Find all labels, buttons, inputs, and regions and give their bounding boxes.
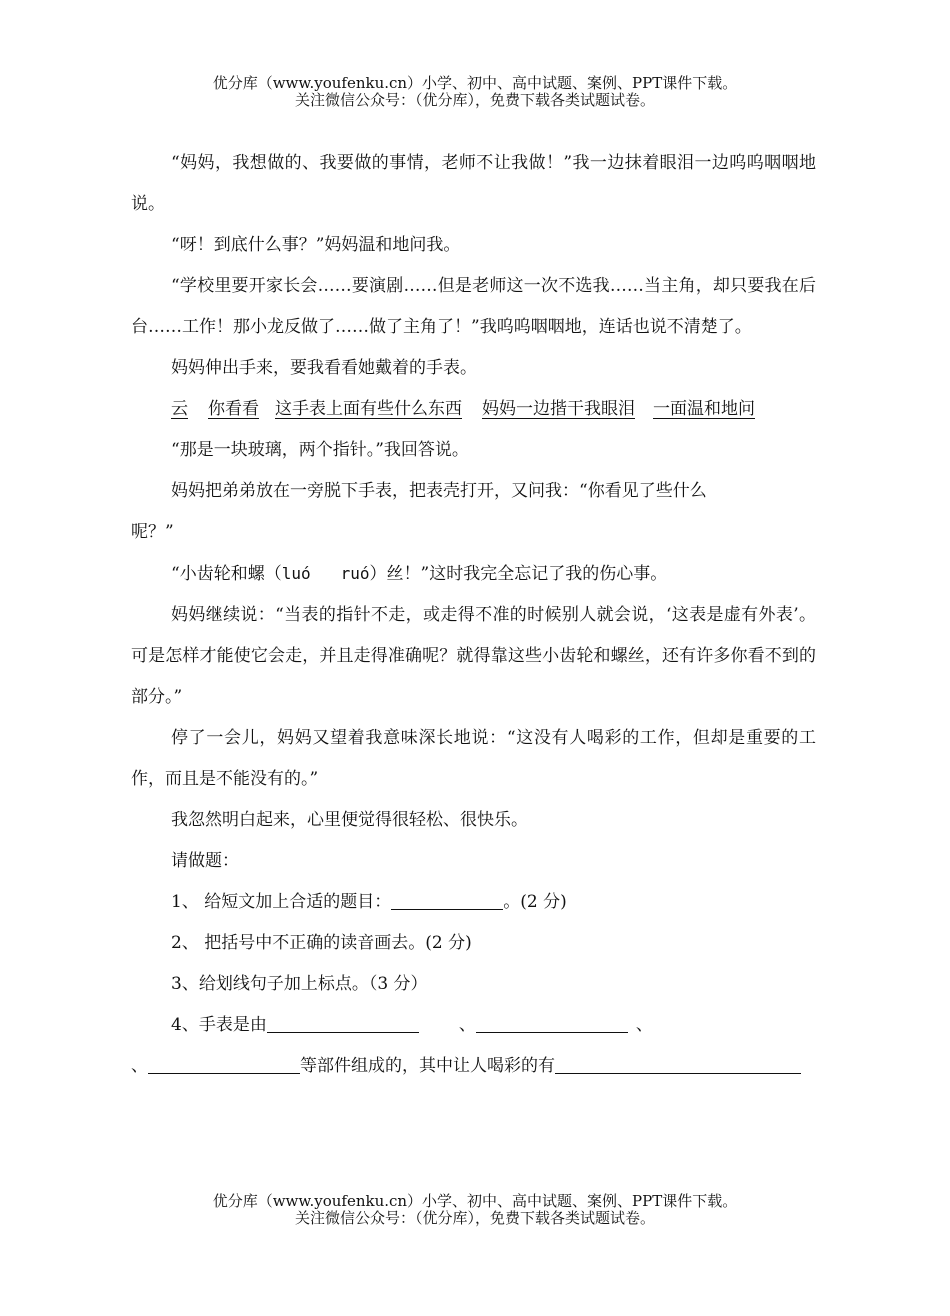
underlined-part-5: 一面温和地问 xyxy=(653,399,755,419)
question-1: 1、 给短文加上合适的题目： 。(2 分) xyxy=(171,892,567,912)
header-line-1: 优分库（www.youfenku.cn）小学、初中、高中试题、案例、PPT课件下载。 xyxy=(212,74,738,92)
underlined-sentence xyxy=(131,389,816,430)
footer-line-2: 关注微信公众号：（优分库），免费下载各类试题试卷。 xyxy=(294,1209,655,1227)
page-header xyxy=(0,75,950,109)
question-4-continued: 、 等部件组成的，其中让人喝彩的有 xyxy=(131,1046,816,1087)
pronunciation-option-2[interactable]: ruó xyxy=(340,564,370,583)
question-4: 4、手表是由 、 、 xyxy=(171,1015,653,1035)
question-2: 2、 把括号中不正确的读音画去。(2 分) xyxy=(171,933,472,953)
applause-answer-blank[interactable] xyxy=(555,1055,801,1074)
pronunciation-after: ）丝！”这时我完全忘记了我的伤心事。 xyxy=(369,564,668,584)
paragraph-4: 妈妈伸出手来，要我看看她戴着的手表。 xyxy=(171,358,477,378)
questions-intro: 请做题： xyxy=(171,851,239,871)
question-3: 3、给划线句子加上标点。（3 分） xyxy=(171,974,428,994)
paragraph-5: “那是一块玻璃，两个指针。”我回答说。 xyxy=(171,440,469,460)
part-answer-blank-1[interactable] xyxy=(267,1014,419,1033)
pronunciation-paragraph xyxy=(131,553,816,595)
underlined-part-1: 云 xyxy=(171,399,188,419)
pronunciation-before: “小齿轮和螺（ xyxy=(171,564,282,584)
paragraph-8: 停了一会儿，妈妈又望着我意味深长地说：“这没有人喝彩的工作，但却是重要的工作，而且是不能没有的。” xyxy=(131,728,816,789)
part-answer-blank-3[interactable] xyxy=(148,1055,300,1074)
page-footer xyxy=(0,1193,950,1227)
underlined-part-2: 你看看 xyxy=(208,399,259,419)
part-answer-blank-2[interactable] xyxy=(476,1014,628,1033)
underlined-part-3: 这手表上面有些什么东西 xyxy=(275,399,462,419)
paragraph-6-end: 呢？” xyxy=(131,522,174,542)
pronunciation-option-1[interactable]: luó xyxy=(281,564,311,583)
underlined-part-4: 妈妈一边揩干我眼泪 xyxy=(482,399,635,419)
paragraph-9: 我忽然明白起来，心里便觉得很轻松、很快乐。 xyxy=(171,810,528,830)
paragraph-6: 妈妈把弟弟放在一旁脱下手表，把表壳打开，又问我：“你看见了些什么 xyxy=(171,481,707,501)
paragraph-3: “学校里要开家长会……要演剧……但是老师这一次不选我……当主角，却只要我在后台……工作！那小龙反做了……做了主角了！”我呜呜咽咽地，连话也说不清楚了。 xyxy=(131,276,816,337)
footer-line-1: 优分库（www.youfenku.cn）小学、初中、高中试题、案例、PPT课件下载。 xyxy=(212,1192,738,1210)
title-answer-blank[interactable] xyxy=(391,891,503,910)
paragraph-1: “妈妈，我想做的、我要做的事情，老师不让我做！”我一边抹着眼泪一边呜呜咽咽地说。 xyxy=(131,153,816,214)
article-body xyxy=(131,143,816,1087)
paragraph-2: “呀！到底什么事？”妈妈温和地问我。 xyxy=(171,235,461,255)
paragraph-7: 妈妈继续说：“当表的指针不走，或走得不准的时候别人就会说，‘这表是虚有外表’。可是怎样才能使它会走，并且走得准确呢？就得靠这些小齿轮和螺丝，还有许多你看不到的部分。” xyxy=(131,605,816,707)
header-line-2: 关注微信公众号：（优分库），免费下载各类试题试卷。 xyxy=(294,91,655,109)
